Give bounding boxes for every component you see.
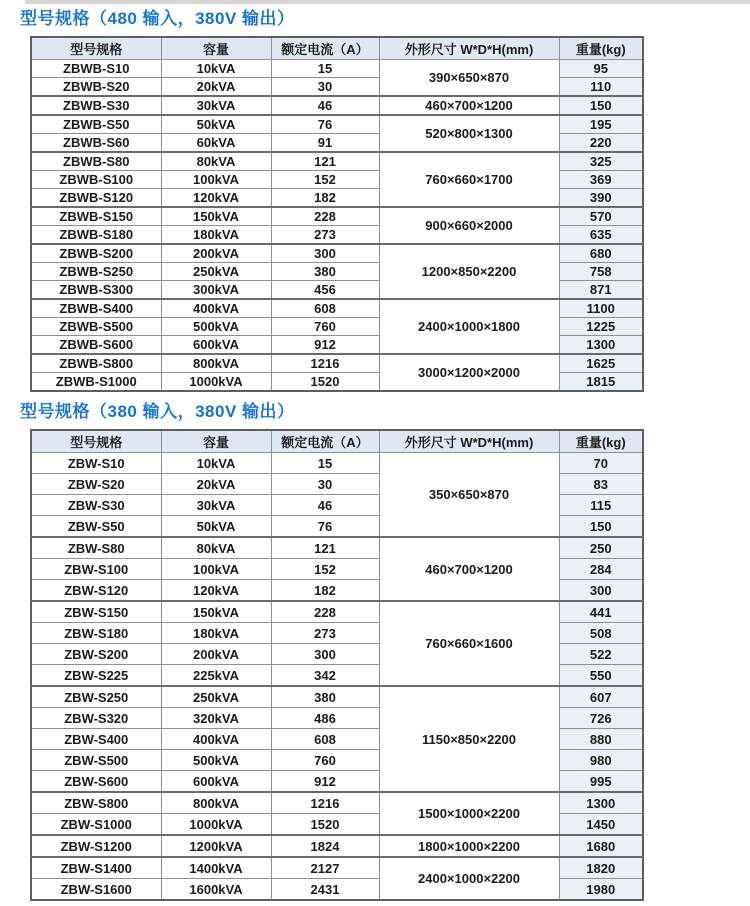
table-row xyxy=(31,115,643,134)
current-cell: 1520 xyxy=(271,373,379,392)
model-cell: ZBW-S250 xyxy=(31,686,161,708)
weight-cell: 550 xyxy=(559,665,643,687)
capacity-cell: 800kVA xyxy=(161,354,271,373)
model-cell: ZBW-S120 xyxy=(31,580,161,602)
table-row xyxy=(31,857,643,879)
model-cell: ZBW-S320 xyxy=(31,708,161,729)
current-cell: 300 xyxy=(271,644,379,665)
model-cell: ZBW-S800 xyxy=(31,792,161,814)
capacity-cell: 20kVA xyxy=(161,474,271,495)
weight-cell: 1225 xyxy=(559,318,643,336)
weight-cell: 300 xyxy=(559,580,643,602)
model-cell: ZBWB-S10 xyxy=(31,60,161,78)
table-row xyxy=(31,152,643,171)
current-cell: 152 xyxy=(271,559,379,580)
current-cell: 15 xyxy=(271,453,379,474)
model-cell: ZBWB-S120 xyxy=(31,189,161,208)
section-title-480: 型号规格（480 输入，380V 输出） xyxy=(20,9,295,28)
weight-cell: 607 xyxy=(559,686,643,708)
table-row xyxy=(31,453,643,474)
model-cell: ZBWB-S60 xyxy=(31,134,161,153)
current-cell: 273 xyxy=(271,623,379,644)
weight-cell: 1680 xyxy=(559,835,643,857)
current-cell: 760 xyxy=(271,318,379,336)
current-cell: 1824 xyxy=(271,835,379,857)
current-cell: 182 xyxy=(271,580,379,602)
current-cell: 91 xyxy=(271,134,379,153)
current-cell: 121 xyxy=(271,537,379,559)
model-cell: ZBWB-S300 xyxy=(31,281,161,300)
weight-cell: 1980 xyxy=(559,879,643,901)
dimension-cell: 460×700×1200 xyxy=(379,537,559,601)
model-cell: ZBWB-S50 xyxy=(31,115,161,134)
current-cell: 456 xyxy=(271,281,379,300)
header-row xyxy=(31,37,643,60)
capacity-cell: 180kVA xyxy=(161,226,271,245)
model-cell: ZBWB-S800 xyxy=(31,354,161,373)
table-row xyxy=(31,686,643,708)
weight-cell: 195 xyxy=(559,115,643,134)
dimension-cell: 350×650×870 xyxy=(379,453,559,538)
table-row xyxy=(31,244,643,263)
model-cell: ZBWB-S1000 xyxy=(31,373,161,392)
header-row xyxy=(31,430,643,453)
dimension-cell: 900×660×2000 xyxy=(379,207,559,244)
current-cell: 2127 xyxy=(271,857,379,879)
weight-cell: 95 xyxy=(559,60,643,78)
column-header-dimension: 外形尺寸 W*D*H(mm) xyxy=(379,430,559,453)
capacity-cell: 120kVA xyxy=(161,189,271,208)
model-cell: ZBW-S200 xyxy=(31,644,161,665)
model-cell: ZBW-S30 xyxy=(31,495,161,516)
model-cell: ZBW-S600 xyxy=(31,771,161,793)
model-cell: ZBWB-S100 xyxy=(31,171,161,189)
column-header-model: 型号规格 xyxy=(31,37,161,60)
model-cell: ZBWB-S30 xyxy=(31,96,161,115)
capacity-cell: 500kVA xyxy=(161,750,271,771)
current-cell: 273 xyxy=(271,226,379,245)
weight-cell: 325 xyxy=(559,152,643,171)
weight-cell: 390 xyxy=(559,189,643,208)
capacity-cell: 10kVA xyxy=(161,453,271,474)
weight-cell: 680 xyxy=(559,244,643,263)
current-cell: 1216 xyxy=(271,792,379,814)
model-cell: ZBWB-S150 xyxy=(31,207,161,226)
capacity-cell: 150kVA xyxy=(161,601,271,623)
capacity-cell: 180kVA xyxy=(161,623,271,644)
capacity-cell: 80kVA xyxy=(161,537,271,559)
dimension-cell: 2400×1000×1800 xyxy=(379,299,559,354)
column-header-capacity: 容量 xyxy=(161,430,271,453)
weight-cell: 369 xyxy=(559,171,643,189)
weight-cell: 758 xyxy=(559,263,643,281)
weight-cell: 570 xyxy=(559,207,643,226)
weight-cell: 1820 xyxy=(559,857,643,879)
capacity-cell: 30kVA xyxy=(161,495,271,516)
current-cell: 380 xyxy=(271,686,379,708)
capacity-cell: 100kVA xyxy=(161,171,271,189)
model-cell: ZBW-S10 xyxy=(31,453,161,474)
dimension-cell: 760×660×1700 xyxy=(379,152,559,207)
current-cell: 342 xyxy=(271,665,379,687)
weight-cell: 1815 xyxy=(559,373,643,392)
column-header-capacity: 容量 xyxy=(161,37,271,60)
weight-cell: 522 xyxy=(559,644,643,665)
capacity-cell: 10kVA xyxy=(161,60,271,78)
column-header-current: 额定电流（A） xyxy=(271,430,379,453)
capacity-cell: 50kVA xyxy=(161,115,271,134)
current-cell: 30 xyxy=(271,474,379,495)
current-cell: 1520 xyxy=(271,814,379,836)
dimension-cell: 1500×1000×2200 xyxy=(379,792,559,835)
spec-table-480 xyxy=(30,36,644,392)
capacity-cell: 1000kVA xyxy=(161,814,271,836)
model-cell: ZBW-S1200 xyxy=(31,835,161,857)
current-cell: 182 xyxy=(271,189,379,208)
column-header-current: 额定电流（A） xyxy=(271,37,379,60)
capacity-cell: 30kVA xyxy=(161,96,271,115)
model-cell: ZBW-S1600 xyxy=(31,879,161,901)
dimension-cell: 760×660×1600 xyxy=(379,601,559,686)
top-divider xyxy=(25,0,750,4)
model-cell: ZBW-S1000 xyxy=(31,814,161,836)
table-row xyxy=(31,299,643,318)
table-row xyxy=(31,835,643,857)
current-cell: 760 xyxy=(271,750,379,771)
current-cell: 300 xyxy=(271,244,379,263)
current-cell: 76 xyxy=(271,516,379,538)
weight-cell: 980 xyxy=(559,750,643,771)
weight-cell: 508 xyxy=(559,623,643,644)
capacity-cell: 1400kVA xyxy=(161,857,271,879)
capacity-cell: 800kVA xyxy=(161,792,271,814)
model-cell: ZBW-S100 xyxy=(31,559,161,580)
dimension-cell: 2400×1000×2200 xyxy=(379,857,559,900)
weight-cell: 1450 xyxy=(559,814,643,836)
model-cell: ZBW-S50 xyxy=(31,516,161,538)
current-cell: 46 xyxy=(271,96,379,115)
capacity-cell: 600kVA xyxy=(161,336,271,355)
column-header-weight: 重量(kg) xyxy=(559,430,643,453)
model-cell: ZBWB-S250 xyxy=(31,263,161,281)
current-cell: 608 xyxy=(271,729,379,750)
dimension-cell: 1200×850×2200 xyxy=(379,244,559,299)
weight-cell: 1300 xyxy=(559,336,643,355)
table-row xyxy=(31,601,643,623)
dimension-cell: 1150×850×2200 xyxy=(379,686,559,792)
current-cell: 1216 xyxy=(271,354,379,373)
table-row xyxy=(31,96,643,115)
capacity-cell: 150kVA xyxy=(161,207,271,226)
model-cell: ZBW-S500 xyxy=(31,750,161,771)
column-header-model: 型号规格 xyxy=(31,430,161,453)
current-cell: 608 xyxy=(271,299,379,318)
dimension-cell: 460×700×1200 xyxy=(379,96,559,115)
model-cell: ZBW-S20 xyxy=(31,474,161,495)
weight-cell: 871 xyxy=(559,281,643,300)
current-cell: 2431 xyxy=(271,879,379,901)
model-cell: ZBWB-S400 xyxy=(31,299,161,318)
weight-cell: 115 xyxy=(559,495,643,516)
section-380-input xyxy=(0,392,750,901)
current-cell: 912 xyxy=(271,336,379,355)
current-cell: 228 xyxy=(271,601,379,623)
table-row xyxy=(31,354,643,373)
weight-cell: 441 xyxy=(559,601,643,623)
capacity-cell: 60kVA xyxy=(161,134,271,153)
current-cell: 76 xyxy=(271,115,379,134)
model-cell: ZBWB-S200 xyxy=(31,244,161,263)
model-cell: ZBW-S225 xyxy=(31,665,161,687)
current-cell: 912 xyxy=(271,771,379,793)
current-cell: 228 xyxy=(271,207,379,226)
weight-cell: 1625 xyxy=(559,354,643,373)
capacity-cell: 50kVA xyxy=(161,516,271,538)
capacity-cell: 250kVA xyxy=(161,686,271,708)
weight-cell: 880 xyxy=(559,729,643,750)
current-cell: 486 xyxy=(271,708,379,729)
capacity-cell: 1000kVA xyxy=(161,373,271,392)
capacity-cell: 225kVA xyxy=(161,665,271,687)
model-cell: ZBW-S80 xyxy=(31,537,161,559)
weight-cell: 70 xyxy=(559,453,643,474)
dimension-cell: 3000×1200×2000 xyxy=(379,354,559,391)
model-cell: ZBW-S180 xyxy=(31,623,161,644)
model-cell: ZBWB-S20 xyxy=(31,78,161,97)
capacity-cell: 1600kVA xyxy=(161,879,271,901)
weight-cell: 995 xyxy=(559,771,643,793)
model-cell: ZBWB-S180 xyxy=(31,226,161,245)
weight-cell: 150 xyxy=(559,516,643,538)
weight-cell: 250 xyxy=(559,537,643,559)
capacity-cell: 600kVA xyxy=(161,771,271,793)
capacity-cell: 80kVA xyxy=(161,152,271,171)
model-cell: ZBWB-S600 xyxy=(31,336,161,355)
model-cell: ZBW-S400 xyxy=(31,729,161,750)
model-cell: ZBW-S1400 xyxy=(31,857,161,879)
capacity-cell: 20kVA xyxy=(161,78,271,97)
weight-cell: 284 xyxy=(559,559,643,580)
current-cell: 380 xyxy=(271,263,379,281)
current-cell: 121 xyxy=(271,152,379,171)
capacity-cell: 300kVA xyxy=(161,281,271,300)
dimension-cell: 390×650×870 xyxy=(379,60,559,97)
capacity-cell: 200kVA xyxy=(161,244,271,263)
capacity-cell: 400kVA xyxy=(161,729,271,750)
weight-cell: 726 xyxy=(559,708,643,729)
column-header-weight: 重量(kg) xyxy=(559,37,643,60)
table-row xyxy=(31,537,643,559)
section-480-input xyxy=(0,0,750,392)
current-cell: 15 xyxy=(271,60,379,78)
weight-cell: 150 xyxy=(559,96,643,115)
weight-cell: 83 xyxy=(559,474,643,495)
weight-cell: 220 xyxy=(559,134,643,153)
table-row xyxy=(31,60,643,78)
capacity-cell: 100kVA xyxy=(161,559,271,580)
current-cell: 30 xyxy=(271,78,379,97)
column-header-dimension: 外形尺寸 W*D*H(mm) xyxy=(379,37,559,60)
model-cell: ZBWB-S80 xyxy=(31,152,161,171)
weight-cell: 110 xyxy=(559,78,643,97)
capacity-cell: 320kVA xyxy=(161,708,271,729)
weight-cell: 1100 xyxy=(559,299,643,318)
table-row xyxy=(31,792,643,814)
spec-table-380 xyxy=(30,429,644,901)
capacity-cell: 250kVA xyxy=(161,263,271,281)
table-row xyxy=(31,207,643,226)
model-cell: ZBW-S150 xyxy=(31,601,161,623)
section-title-380: 型号规格（380 输入，380V 输出） xyxy=(20,402,295,421)
weight-cell: 635 xyxy=(559,226,643,245)
weight-cell: 1300 xyxy=(559,792,643,814)
current-cell: 46 xyxy=(271,495,379,516)
dimension-cell: 1800×1000×2200 xyxy=(379,835,559,857)
capacity-cell: 1200kVA xyxy=(161,835,271,857)
model-cell: ZBWB-S500 xyxy=(31,318,161,336)
capacity-cell: 120kVA xyxy=(161,580,271,602)
capacity-cell: 400kVA xyxy=(161,299,271,318)
capacity-cell: 200kVA xyxy=(161,644,271,665)
current-cell: 152 xyxy=(271,171,379,189)
dimension-cell: 520×800×1300 xyxy=(379,115,559,152)
capacity-cell: 500kVA xyxy=(161,318,271,336)
